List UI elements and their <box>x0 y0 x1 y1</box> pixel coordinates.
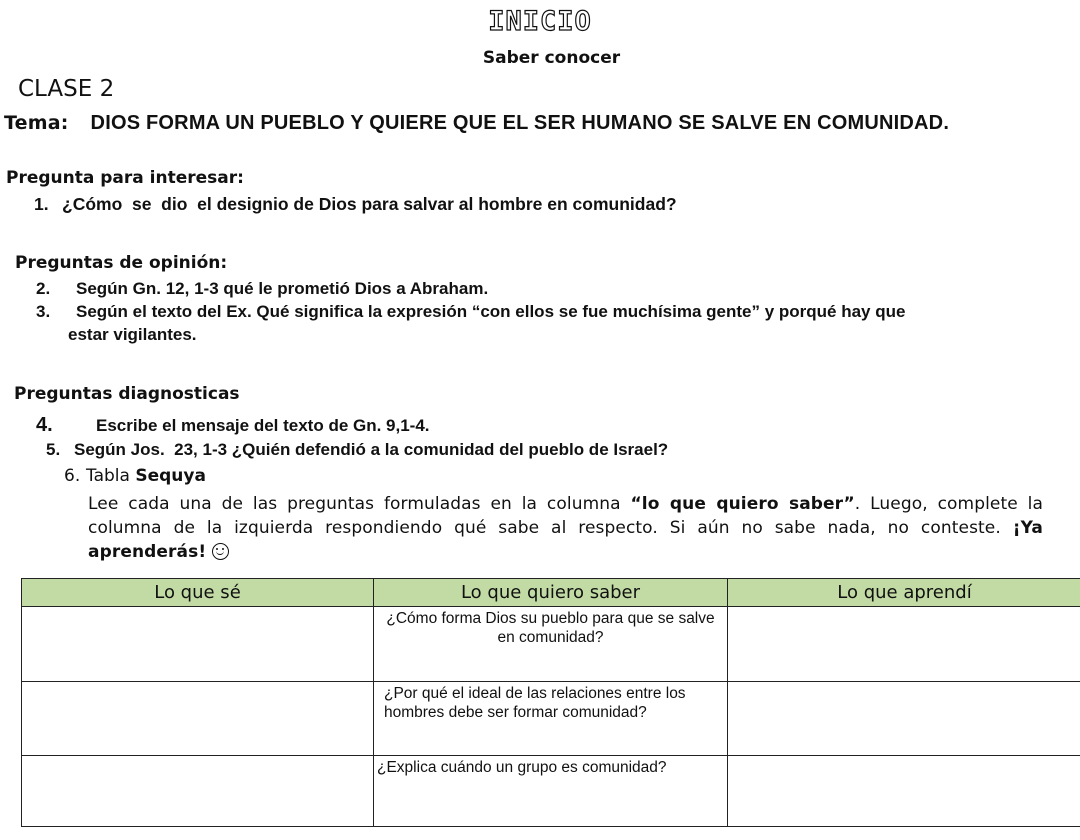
question-number: 2. <box>36 279 51 298</box>
question-3 <box>36 302 905 322</box>
sequya-table <box>21 578 1080 827</box>
cell-lo-que-quiero-saber: ¿Por qué el ideal de las relaciones entre los hombres debe ser formar comunidad? <box>374 682 728 756</box>
question-5 <box>46 440 668 460</box>
question-number: 5. <box>46 440 61 459</box>
question-bold-word: Sequya <box>135 466 206 486</box>
question-number: 3. <box>36 302 51 321</box>
class-number: CLASE 2 <box>18 76 115 102</box>
question-text: Según Jos. 23, 1-3 ¿Quién defendió a la comunidad del pueblo de Israel? <box>74 440 669 459</box>
topic-label: Tema: <box>4 112 69 134</box>
cell-lo-que-aprendi[interactable] <box>728 756 1080 827</box>
question-4 <box>36 414 430 437</box>
question-number: 1. <box>34 194 49 214</box>
section-opinion-heading: Preguntas de opinión: <box>15 253 228 273</box>
section-interesar-heading: Pregunta para interesar: <box>6 168 244 188</box>
cell-lo-que-quiero-saber: ¿Cómo forma Dios su pueblo para que se salve en comunidad? <box>374 607 728 682</box>
question-2 <box>36 279 488 299</box>
cell-lo-que-aprendi[interactable] <box>728 682 1080 756</box>
page-subtitle: Saber conocer <box>482 48 621 68</box>
instructions-part2: . Luego, complete la columna de la izquierda respondiendo qué sabe al respecto. Si aún no sabe nada, no conteste. <box>88 494 1043 538</box>
instructions-ending: ¡Ya aprenderás! <box>88 518 1043 562</box>
instructions-paragraph <box>88 492 1043 564</box>
question-6 <box>64 466 206 486</box>
cell-lo-que-aprendi[interactable] <box>728 607 1080 682</box>
header-lo-que-aprendi: Lo que aprendí <box>728 579 1080 607</box>
header-lo-que-se: Lo que sé <box>22 579 374 607</box>
question-text: Escribe el mensaje del texto de Gn. 9,1-4. <box>96 416 430 435</box>
question-text: ¿Cómo se dio el designio de Dios para salvar al hombre en comunidad? <box>62 194 677 214</box>
table-row <box>22 682 1080 756</box>
cell-lo-que-se[interactable] <box>22 607 374 682</box>
cell-lo-que-quiero-saber: ¿Explica cuándo un grupo es comunidad? <box>374 756 728 827</box>
question-number: 6. <box>64 466 81 486</box>
question-text: Según el texto del Ex. Qué significa la expresión “con ellos se fue muchísima gente” y porqué hay que <box>76 302 906 321</box>
question-1 <box>34 194 677 215</box>
table-row <box>22 756 1080 827</box>
smiley-icon <box>212 543 229 560</box>
instructions-quoted: “lo que quiero saber” <box>630 494 855 514</box>
table-row <box>22 607 1080 682</box>
topic-line <box>4 112 949 135</box>
cell-lo-que-se[interactable] <box>22 756 374 827</box>
header-lo-que-quiero-saber: Lo que quiero saber <box>374 579 728 607</box>
question-3-continued: estar vigilantes. <box>68 325 197 344</box>
topic-text: DIOS FORMA UN PUEBLO Y QUIERE QUE EL SER HUMANO SE SALVE EN COMUNIDAD. <box>90 112 950 134</box>
question-text: Tabla <box>86 466 136 486</box>
section-diagnosticas-heading: Preguntas diagnosticas <box>14 384 240 404</box>
question-text: Según Gn. 12, 1-3 qué le prometió Dios a Abraham. <box>76 279 489 298</box>
cell-lo-que-se[interactable] <box>22 682 374 756</box>
table-header-row <box>22 579 1080 607</box>
question-number: 4. <box>36 414 53 436</box>
instructions-part1: Lee cada una de las preguntas formuladas en la columna <box>88 494 631 514</box>
page-title: INICIO <box>488 6 592 37</box>
